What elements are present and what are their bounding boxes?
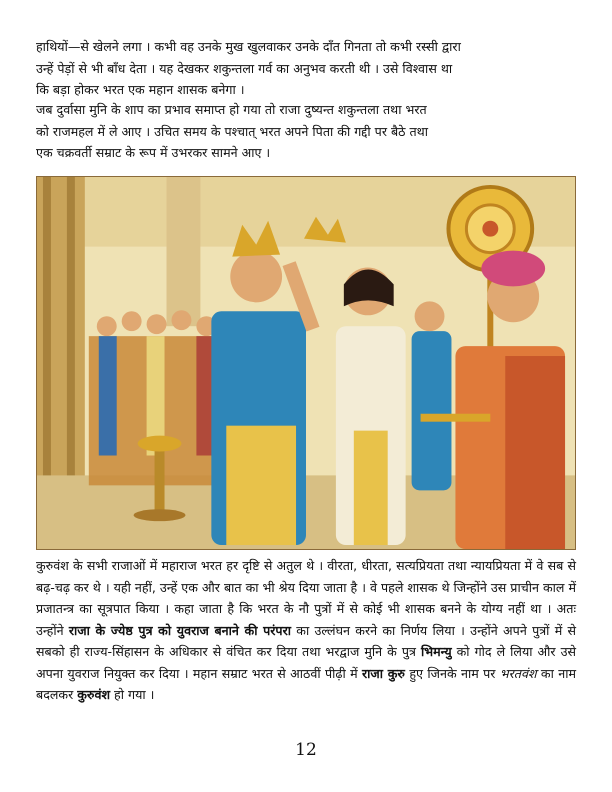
paragraph-elephant-play [36,36,576,101]
paragraph-kuru-dynasty: कुरुवंश के सभी राजाओं में महाराज भरत हर दृष्टि से अतुल थे । वीरता, धीरता, सत्यप्रियता तथा न्यायप्रियता में वे सब से बढ़-चढ़ कर थे । यही नहीं, उन्हें एक और बात का भी श्रेय दिया जाता है । वे पहले शासक थे जिन्होंने उस प्राचीन काल में प्रजातन्त्र का सूत्रपात किया । कहा जाता है कि भरत के नौ पुत्रों में से कोई भी शासक बनने के योग्य नहीं था । अतः उन्होंने राजा के ज्येष्ठ पुत्र को युवराज बनाने की परंपरा का उल्लंघन करने का निर्णय लिया । उन्होंने अपने पुत्रों में से सबको ही राज्य-सिंहासन के अधिकार से वंचित कर दिया तथा भरद्वाज मुनि के पुत्र भिमन्यु को गोद ले लिया और उसे अपना युवराज नियुक्त कर दिया । महान सम्राट भरत से आठवीं पीढ़ी में राजा कुरु हुए जिनके नाम पर भरतवंश का नाम बदलकर कुरुवंश हो गया । [36,558,577,702]
line: को राजमहल में ले आए । उचित समय के पश्चात् भरत अपने पिता की गद्दी पर बैठे तथा [36,123,428,139]
line: एक चक्रवर्ती सम्राट के रूप में उभरकर सामने आए । [36,145,271,160]
page-number: 12 [295,740,317,760]
bold-kuruvansh: कुरुवंश [77,687,111,702]
paragraph-return-to-palace [36,99,576,164]
turban [481,251,545,287]
italic-bharatvansh: भरतवंश [499,665,537,681]
offering-plate [421,414,491,422]
bold-phrase-tradition: राजा के ज्येष्ठ पुत्र को युवराज बनाने की परंपरा [68,622,292,638]
bold-name-raja-kuru: राजा कुरु [362,665,405,681]
line: जब दुर्वासा मुनि के शाप का प्रभाव समाप्त हो गया तो राजा दुष्यन्त शकुन्तला तथा भरत [36,102,427,117]
coronation-illustration [36,176,576,550]
rear-column [167,177,201,326]
line: कि बड़ा होकर भरत एक महान शासक बनेगा । [36,82,245,97]
line: हाथियों—से खेलने लगा । कभी वह उनके मुख खुलवाकर उनके दाँत गिनता तो कभी रस्सी द्वारा [36,39,461,54]
coronation-scene-drawing [37,177,575,549]
line: उन्हें पेड़ों से भी बाँध देता । यह देखकर शकुन्तला गर्व का अनुभव करती थी । उसे विश्वास था [36,60,453,76]
bold-name-bhimanyu: भिमन्यु [420,644,452,659]
